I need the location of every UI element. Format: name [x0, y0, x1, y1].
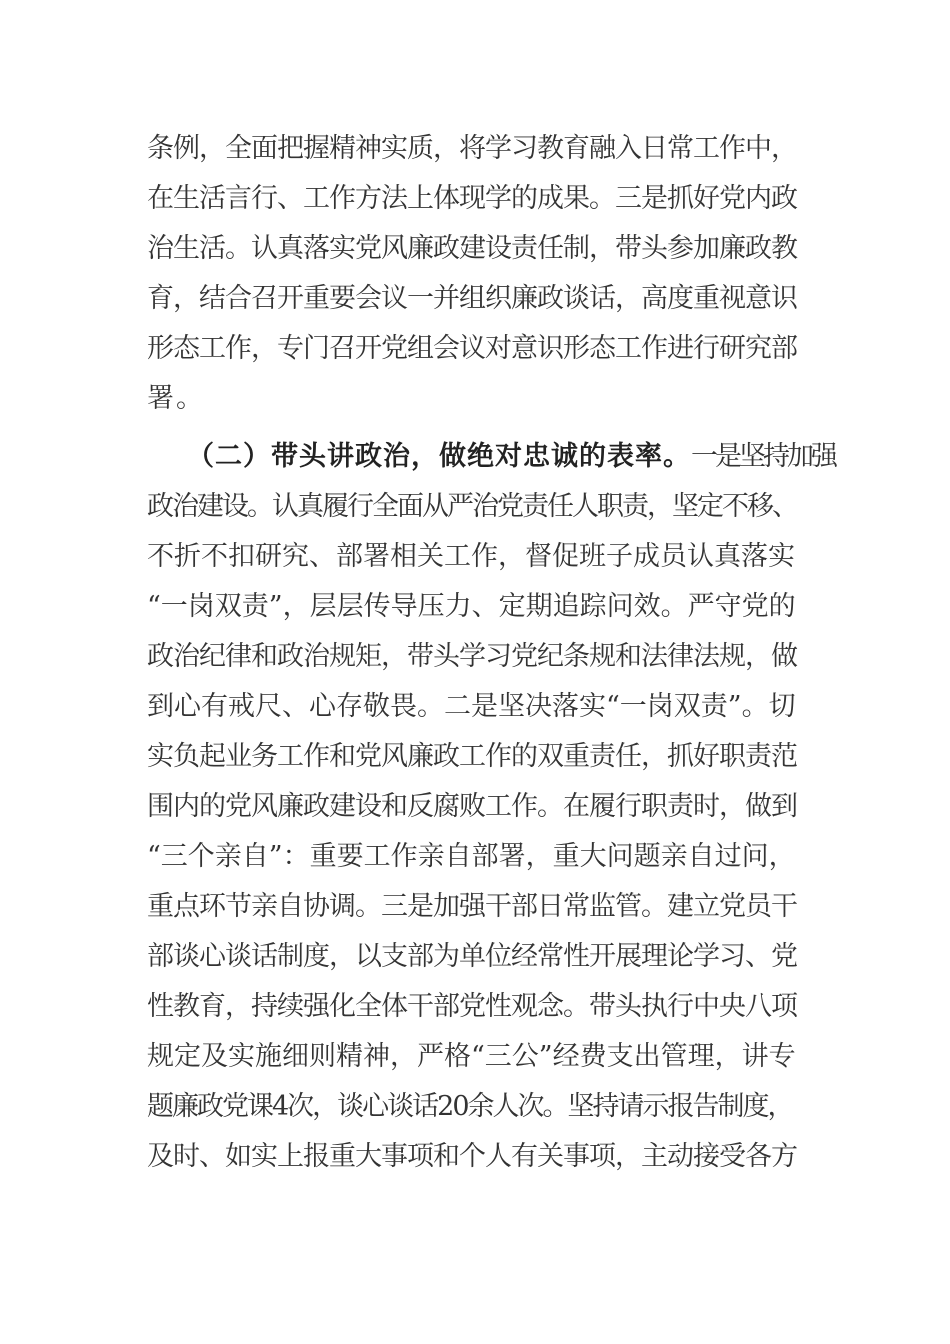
body-text-line: 政治建设。认真履行全面从严治党责任人职责，坚定不移、 [147, 491, 797, 522]
section-paragraph-start [187, 432, 835, 482]
body-text-line: 规定及实施细则精神，严格“三公”经费支出管理，讲专 [147, 1041, 796, 1072]
body-text-line: 治生活。认真落实党风廉政建设责任制，带头参加廉政教 [147, 233, 797, 264]
body-text-line: 到心有戒尺、心存敬畏。二是坚决落实“一岗双责”。切 [147, 691, 796, 722]
body-text-line: 政治纪律和政治规矩，带头学习党纪条规和法律法规，做 [147, 641, 797, 672]
body-text-line: 题廉政党课4次，谈心谈话20余人次。坚持请示报告制度， [147, 1091, 793, 1122]
body-text-line: 形态工作，专门召开党组会议对意识形态工作进行研究部 [147, 333, 797, 364]
body-text-line: 部谈心谈话制度，以支部为单位经常性开展理论学习、党 [147, 941, 797, 972]
body-text-line: 育，结合召开重要会议一并组织廉政谈话，高度重视意识 [147, 283, 797, 314]
body-text-line: 条例，全面把握精神实质，将学习教育融入日常工作中， [147, 133, 797, 164]
body-text-line: 及时、如实上报重大事项和个人有关事项，主动接受各方 [147, 1141, 797, 1172]
body-text-line: 在生活言行、工作方法上体现学的成果。三是抓好党内政 [147, 183, 797, 214]
body-text-line: “三个亲自”：重要工作亲自部署，重大问题亲自过问， [147, 841, 796, 872]
body-text-line: 不折不扣研究、部署相关工作，督促班子成员认真落实 [147, 541, 795, 572]
body-text-line: 重点环节亲自协调。三是加强干部日常监管。建立党员干 [147, 891, 797, 922]
body-text-line: 围内的党风廉政建设和反腐败工作。在履行职责时，做到 [147, 791, 797, 822]
body-text-run: 一是坚持加强 [691, 441, 835, 472]
body-text-line: 性教育，持续强化全体干部党性观念。带头执行中央八项 [147, 991, 797, 1022]
body-text-line: “一岗双责”，层层传导压力、定期追踪问效。严守党的 [147, 591, 796, 622]
section-heading: （二）带头讲政治，做绝对忠诚的表率。 [187, 441, 691, 472]
body-text-line: 署。 [147, 383, 205, 414]
body-text-line: 实负起业务工作和党风廉政工作的双重责任，抓好职责范 [147, 741, 797, 772]
